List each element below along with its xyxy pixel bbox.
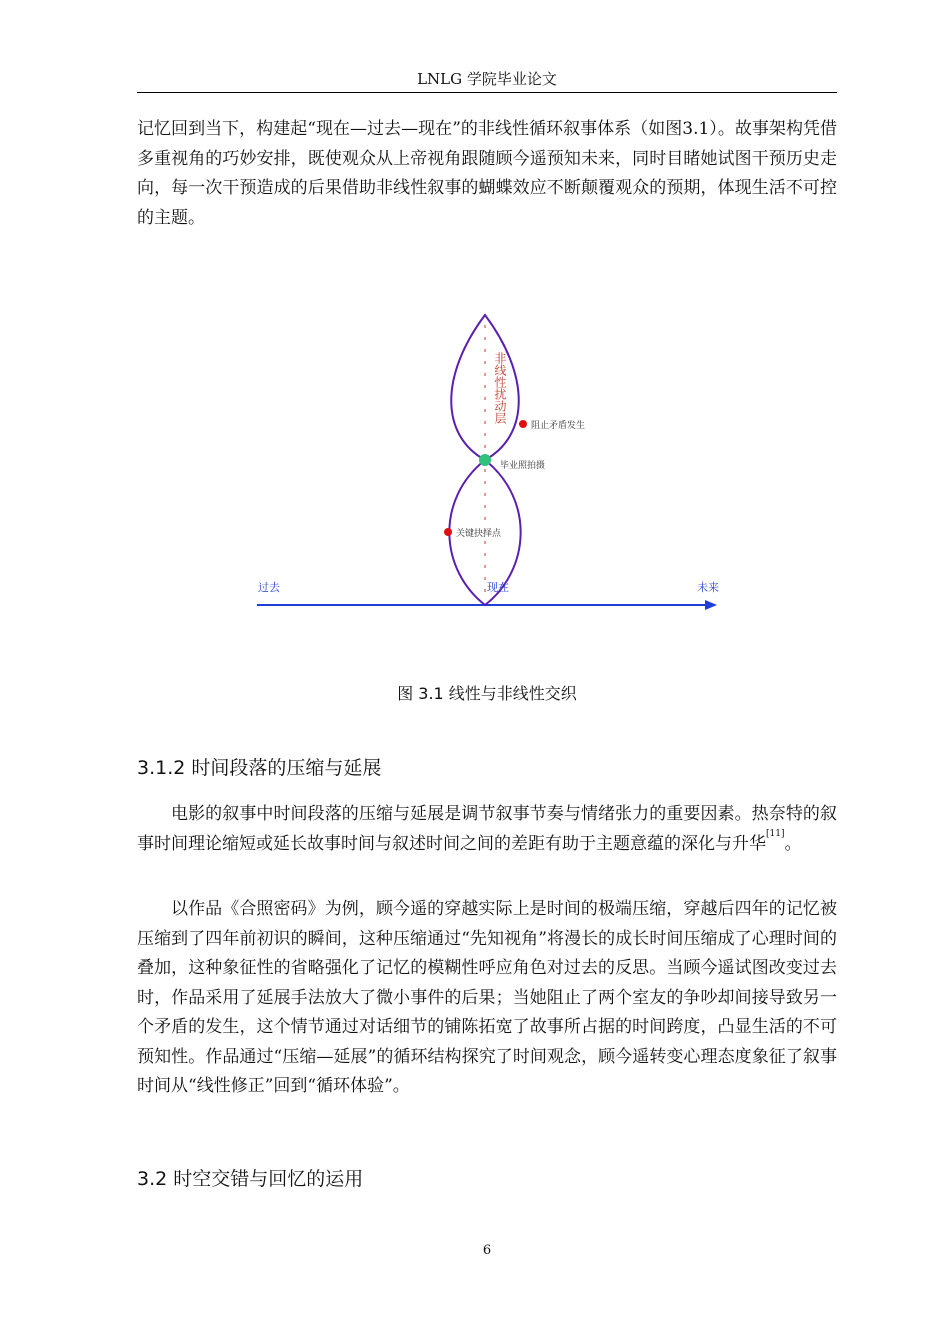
past-label: 过去 (258, 581, 280, 594)
figure-3-1 (230, 290, 750, 630)
section-3-1-2-paragraph-1 (137, 800, 837, 859)
p1-text: 电影的叙事中时间段落的压缩与延展是调节叙事节奏与情绪张力的重要因素。热奈特的叙事时间理论缩短或延长故事时间与叙述时间之间的差距有助于主题意蕴的深化与升华 (137, 804, 837, 854)
page-number: 6 (482, 1243, 492, 1258)
section-3-1-2-heading: 3.1.2 时间段落的压缩与延展 (137, 757, 382, 779)
future-label: 未来 (697, 581, 719, 594)
figure-caption: 图 3.1 线性与非线性交织 (397, 684, 577, 703)
graduation-photo-dot (479, 454, 491, 466)
section-3-2-heading: 3.2 时空交错与回忆的运用 (137, 1168, 364, 1190)
prevent-conflict-label: 阻止矛盾发生 (531, 421, 586, 431)
running-header: LNLG 学院毕业论文 (417, 70, 557, 88)
graduation-photo-label: 毕业照拍摄 (500, 461, 546, 471)
present-label: 现在 (487, 581, 509, 594)
prevent-conflict-dot (519, 420, 527, 428)
nonlinear-label: 非线性扰动层 (493, 352, 507, 424)
key-choice-label: 关键抉择点 (456, 529, 502, 539)
section-3-1-2-paragraph-2: 以作品《合照密码》为例，顾今遥的穿越实际上是时间的极端压缩，穿越后四年的记忆被压缩到了四年前初识的瞬间，这种压缩通过“先知视角”将漫长的成长时间压缩成了心理时间的叠加，这种象征性的省略强化了记忆的模糊性呼应角色对过去的反思。当顾今遥试图改变过去时，作品采用了延展手法放大了微小事件的后果；当她阻止了两个室友的争吵却间接导致另一个矛盾的发生，这个情节通过对话细节的铺陈拓宽了故事所占据的时间跨度，凸显生活的不可预知性。作品通过“压缩—延展”的循环结构探究了时间观念，顾今遥转变心理态度象征了叙事时间从“线性修正”回到“循环体验”。 (137, 899, 837, 1096)
key-choice-dot (444, 528, 452, 536)
header-rule (137, 92, 837, 93)
p1-end: 。 (784, 833, 802, 854)
citation-11: [11] (766, 828, 785, 839)
intro-paragraph: 记忆回到当下，构建起“现在—过去—现在”的非线性循环叙事体系（如图3.1）。故事架构凭借多重视角的巧妙安排，既使观众从上帝视角跟随顾今遥预知未来，同时目睹她试图干预历史走向，每一次干预造成的后果借助非线性叙事的蝴蝶效应不断颠覆观众的预期，体现生活不可控的主题。 (137, 119, 837, 228)
nonlinear-diagram (230, 290, 750, 630)
